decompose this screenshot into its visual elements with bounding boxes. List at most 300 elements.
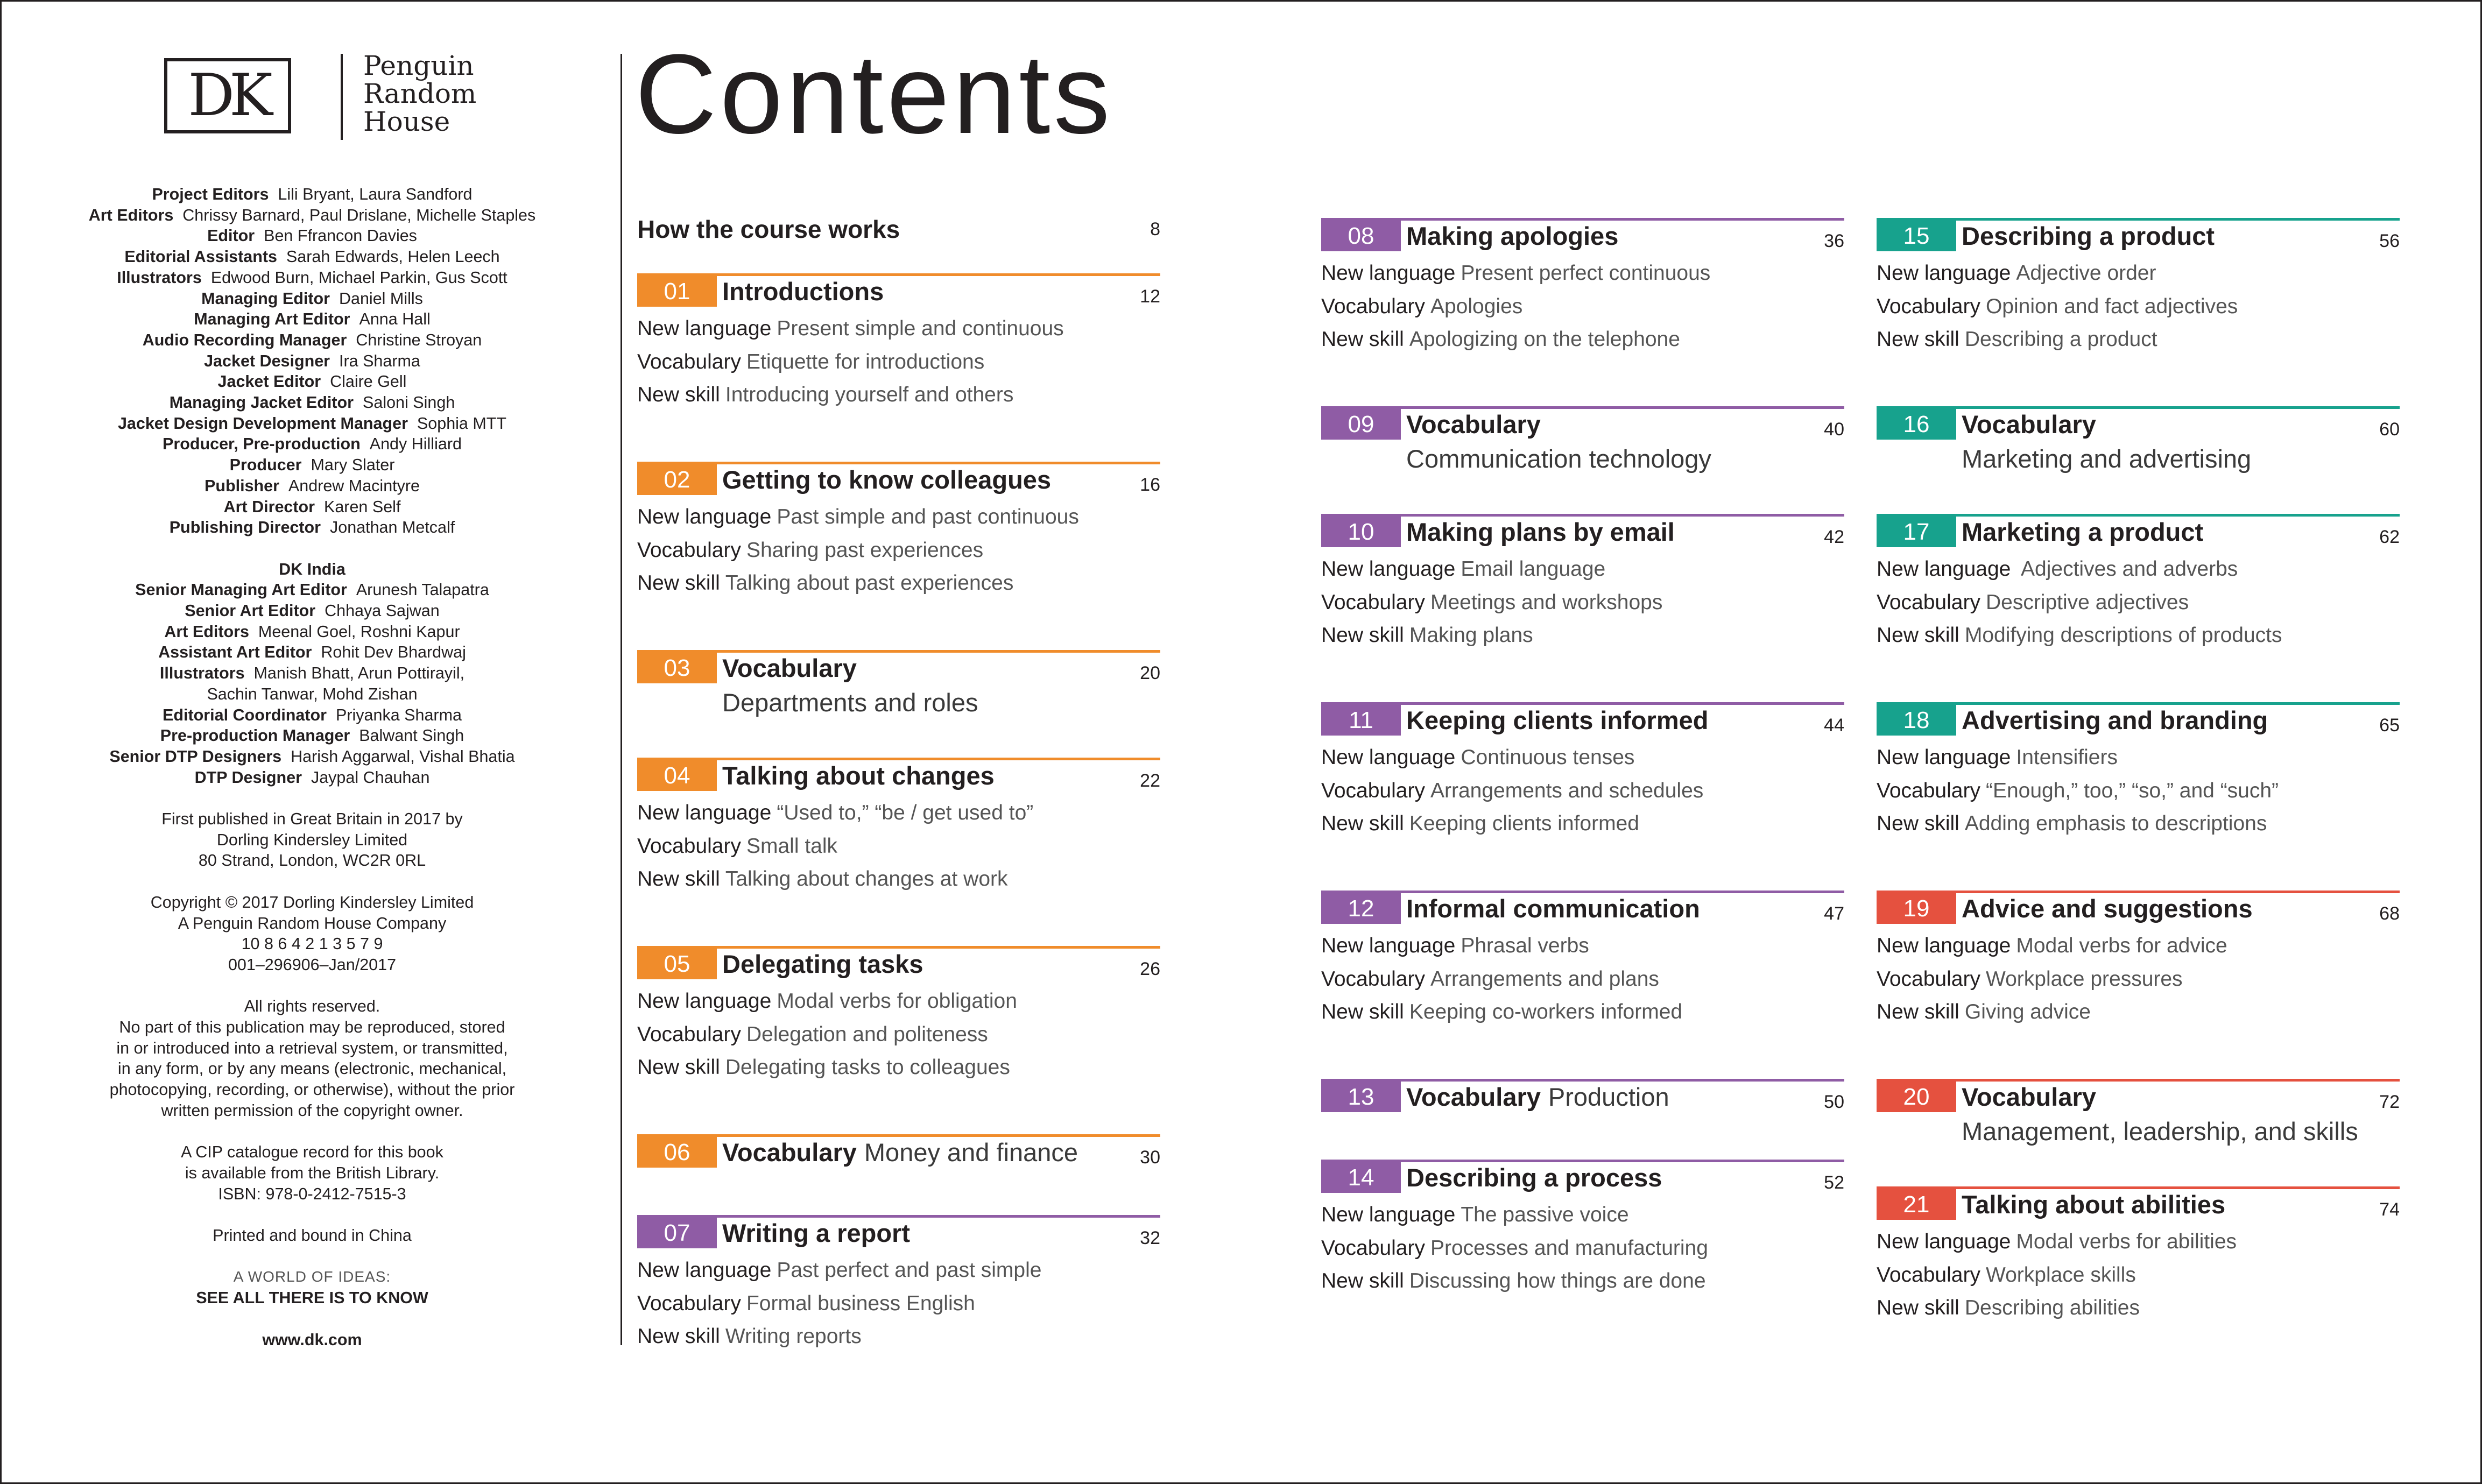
- topic-line: [1877, 1259, 2400, 1292]
- credit-name: Claire Gell: [330, 372, 407, 391]
- unit-topics: [1877, 741, 2400, 840]
- unit-topics: [1877, 929, 2400, 1029]
- topic-line: [637, 1287, 1160, 1320]
- topic-line: [1877, 290, 2400, 323]
- credit-line: [75, 767, 549, 788]
- credit-name: Ira Sharma: [339, 351, 420, 370]
- unit-number-badge: 20: [1877, 1082, 1956, 1112]
- unit-heading: [1406, 1079, 1669, 1115]
- page-number: 47: [1824, 903, 1844, 924]
- credit-name: Rohit Dev Bhardwaj: [321, 643, 466, 662]
- topic-value: Adding emphasis to descriptions: [1964, 812, 2267, 835]
- topic-label: Vocabulary: [637, 1291, 741, 1315]
- credit-line: [75, 476, 549, 497]
- topic-label: New language: [1877, 1230, 2011, 1253]
- topic-label: New language: [1877, 557, 2011, 581]
- topic-line: [1877, 774, 2400, 808]
- unit-heading: [722, 273, 884, 310]
- unit-number-badge: 02: [637, 464, 717, 495]
- topic-label: Vocabulary: [1877, 779, 1980, 802]
- unit-heading: [1406, 702, 1708, 739]
- topic-label: Vocabulary: [1321, 779, 1425, 802]
- credit-role: Managing Jacket Editor: [169, 393, 354, 412]
- unit-number-badge: 11: [1321, 705, 1401, 736]
- topic-value: Modal verbs for obligation: [777, 990, 1017, 1013]
- course-works-entry[interactable]: [637, 213, 1160, 245]
- page-number: 16: [1140, 475, 1160, 495]
- rights-line: in any form, or by any means (electronic, mechanical,: [117, 1059, 507, 1078]
- unit-heading: [722, 1215, 910, 1252]
- unit-heading: [1406, 1160, 1662, 1196]
- topic-label: New skill: [637, 1325, 720, 1348]
- credit-role: Assistant Art Editor: [158, 643, 312, 662]
- credit-role: Editorial Assistants: [124, 248, 277, 266]
- publisher-line: Random: [363, 78, 477, 109]
- credit-line: [75, 184, 549, 205]
- imprint-credits: [75, 184, 549, 1350]
- topic-value: Descriptive adjectives: [1985, 590, 2189, 614]
- copyright-info: [75, 892, 549, 976]
- topic-value: Arrangements and schedules: [1430, 779, 1704, 802]
- unit-topics: [1321, 741, 1844, 840]
- topic-value: Keeping co-workers informed: [1409, 1000, 1683, 1023]
- copyright-line: Copyright © 2017 Dorling Kindersley Limited: [150, 893, 474, 911]
- topic-value: Talking about changes at work: [725, 867, 1008, 891]
- topic-label: New skill: [1321, 812, 1404, 835]
- topic-value: Arrangements and plans: [1430, 967, 1659, 991]
- unit-subtitle: Communication technology: [1406, 444, 1711, 473]
- penguin-random-house-wordmark: [363, 52, 476, 136]
- topic-value: Discussing how things are done: [1409, 1269, 1706, 1292]
- unit-heading: [1962, 702, 2268, 739]
- unit-subtitle: Management, leadership, and skills: [1962, 1117, 2358, 1146]
- credit-role: Art Editors: [164, 622, 249, 641]
- topic-value: Opinion and fact adjectives: [1985, 294, 2238, 318]
- topic-label: New language: [1877, 262, 2011, 285]
- unit-title: Delegating tasks: [722, 950, 923, 978]
- credit-name: Daniel Mills: [339, 289, 423, 308]
- copyright-line: A Penguin Random House Company: [178, 914, 447, 932]
- page-title: Contents: [635, 31, 1113, 157]
- topic-line: [1321, 619, 1844, 652]
- credit-role: Senior Art Editor: [185, 602, 316, 620]
- topic-value: Present simple and continuous: [777, 317, 1064, 340]
- topic-value: Introducing yourself and others: [725, 383, 1014, 406]
- credit-role: Jacket Designer: [204, 351, 330, 370]
- topic-line: [637, 1254, 1160, 1287]
- topic-line: [637, 1051, 1160, 1084]
- credit-name: Edwood Burn, Michael Parkin, Gus Scott: [210, 268, 507, 287]
- topic-value: Workplace pressures: [1985, 967, 2183, 991]
- credit-name: Sachin Tanwar, Mohd Zishan: [207, 684, 418, 703]
- credit-line: [75, 497, 549, 518]
- topic-label: Vocabulary: [1877, 294, 1980, 318]
- page-number: 26: [1140, 959, 1160, 979]
- topic-line: [637, 1018, 1160, 1051]
- credit-name: Saloni Singh: [363, 393, 455, 412]
- topic-label: Vocabulary: [1877, 590, 1980, 614]
- page-number: 32: [1140, 1228, 1160, 1248]
- topic-value: Meetings and workshops: [1430, 590, 1663, 614]
- credit-name: Lili Bryant, Laura Sandford: [278, 185, 473, 203]
- unit-topics: [1321, 257, 1844, 356]
- credit-name: Meenal Goel, Roshni Kapur: [258, 622, 460, 641]
- unit-topics: [1321, 553, 1844, 652]
- unit-topics: [1877, 553, 2400, 652]
- page-number: 52: [1824, 1172, 1844, 1193]
- cip-record: [75, 1142, 549, 1204]
- cip-line: is available from the British Library.: [185, 1163, 440, 1182]
- rights-line: written permission of the copyright owner.: [161, 1101, 463, 1120]
- topic-value: Processes and manufacturing: [1430, 1236, 1708, 1260]
- page-number: 12: [1140, 286, 1160, 307]
- topic-value: Past simple and past continuous: [777, 505, 1079, 528]
- unit-topics: [1321, 1198, 1844, 1298]
- topic-line: [1321, 774, 1844, 808]
- topic-line: [1321, 323, 1844, 356]
- unit-number-badge: 03: [637, 653, 717, 683]
- credit-name: Jaypal Chauhan: [311, 768, 430, 787]
- topic-value: Phrasal verbs: [1461, 934, 1589, 957]
- unit-title: Informal communication: [1406, 894, 1700, 923]
- topic-label: New language: [637, 317, 772, 340]
- unit-number-badge: 04: [637, 760, 717, 791]
- topic-line: [1321, 929, 1844, 963]
- credit-name: Andrew Macintyre: [288, 476, 420, 495]
- unit-number-badge: 09: [1321, 409, 1401, 440]
- unit-title: Writing a report: [722, 1219, 911, 1247]
- topic-line: [1321, 807, 1844, 840]
- topic-value: Apologizing on the telephone: [1409, 328, 1680, 351]
- topic-value: Past perfect and past simple: [777, 1259, 1042, 1282]
- topic-line: [1321, 963, 1844, 996]
- topic-value: Adjective order: [2016, 262, 2156, 285]
- course-works-label: How the course works: [637, 215, 900, 243]
- topic-line: [637, 534, 1160, 567]
- unit-topics: [1877, 1225, 2400, 1325]
- credit-name: Priyanka Sharma: [336, 705, 462, 724]
- topic-value: Modal verbs for abilities: [2016, 1230, 2237, 1253]
- topic-value: Email language: [1461, 557, 1606, 581]
- topic-label: New skill: [637, 383, 720, 406]
- topic-line: [1321, 553, 1844, 586]
- topic-value: Writing reports: [725, 1325, 862, 1348]
- unit-title: Vocabulary: [1406, 410, 1541, 439]
- unit-heading: [1406, 218, 1618, 255]
- topic-line: [1321, 1232, 1844, 1265]
- credit-name: Karen Self: [324, 497, 401, 516]
- topic-label: New language: [1321, 557, 1456, 581]
- topic-line: [637, 830, 1160, 863]
- topic-value: Formal business English: [746, 1291, 975, 1315]
- unit-topics: [637, 1254, 1160, 1353]
- unit-heading: [722, 462, 1051, 498]
- topic-label: New skill: [1877, 624, 1959, 647]
- topic-line: [637, 796, 1160, 830]
- topic-label: New skill: [1321, 1000, 1404, 1023]
- topic-value: Giving advice: [1964, 1000, 2091, 1023]
- unit-number-badge: 12: [1321, 893, 1401, 924]
- unit-number-badge: 07: [637, 1218, 717, 1248]
- cip-line: ISBN: 978-0-2412-7515-3: [218, 1184, 406, 1203]
- topic-line: [1877, 619, 2400, 652]
- topic-line: [1877, 929, 2400, 963]
- credit-name: Chhaya Sajwan: [325, 602, 440, 620]
- topic-line: [1877, 741, 2400, 774]
- credit-line: [75, 580, 549, 600]
- page-number: 65: [2379, 715, 2400, 736]
- page-number: 40: [1824, 419, 1844, 440]
- unit-title: Advice and suggestions: [1962, 894, 2253, 923]
- rights-line: All rights reserved.: [244, 997, 380, 1016]
- credit-name: Andy Hilliard: [369, 435, 462, 454]
- unit-subtitle: Marketing and advertising: [1962, 444, 2252, 473]
- credit-line: [75, 725, 549, 746]
- unit-topics: [637, 796, 1160, 896]
- column-divider: [620, 54, 622, 1345]
- topic-label: Vocabulary: [637, 538, 741, 562]
- credit-role: Senior DTP Designers: [109, 747, 282, 766]
- tagline-line1: A WORLD OF IDEAS:: [233, 1268, 391, 1285]
- unit-number-badge: 13: [1321, 1082, 1401, 1112]
- topic-line: [637, 312, 1160, 345]
- credit-role: DTP Designer: [194, 768, 302, 787]
- topic-line: [1321, 995, 1844, 1029]
- topic-label: New language: [637, 1259, 772, 1282]
- credit-line: [75, 246, 549, 267]
- topic-value: “Used to,” “be / get used to”: [777, 801, 1034, 824]
- credit-line: [75, 455, 549, 476]
- topic-label: Vocabulary: [637, 834, 741, 858]
- unit-number-badge: 19: [1877, 893, 1956, 924]
- topic-label: New skill: [1877, 328, 1959, 351]
- copyright-line: 10 8 6 4 2 1 3 5 7 9: [241, 935, 383, 953]
- unit-heading: [1962, 1079, 2096, 1115]
- topic-label: New skill: [1877, 812, 1959, 835]
- page-number: 42: [1824, 527, 1844, 547]
- cip-line: A CIP catalogue record for this book: [181, 1143, 443, 1162]
- topic-label: Vocabulary: [1321, 590, 1425, 614]
- credit-role: Pre-production Manager: [160, 726, 350, 745]
- topic-label: Vocabulary: [637, 1022, 741, 1046]
- credit-name: Mary Slater: [311, 456, 395, 475]
- unit-topics: [637, 500, 1160, 600]
- topic-line: [637, 378, 1160, 412]
- credit-name: Sophia MTT: [417, 414, 507, 433]
- unit-heading: [722, 1134, 1078, 1171]
- unit-title: Vocabulary: [1962, 410, 2096, 439]
- credit-line: [75, 621, 549, 642]
- credit-role: Producer, Pre-production: [163, 435, 361, 454]
- publication-line: Dorling Kindersley Limited: [216, 830, 408, 849]
- credit-name: Balwant Singh: [359, 726, 464, 745]
- topic-value: Delegating tasks to colleagues: [725, 1056, 1010, 1079]
- tagline-line2: SEE ALL THERE IS TO KNOW: [196, 1289, 428, 1308]
- logo-divider: [341, 54, 343, 140]
- unit-heading: [722, 758, 995, 794]
- credit-line: [75, 392, 549, 413]
- topic-line: [637, 863, 1160, 896]
- credits-list: [75, 184, 549, 538]
- unit-title: Keeping clients informed: [1406, 706, 1709, 734]
- page-number: 30: [1140, 1147, 1160, 1168]
- topic-label: New skill: [1877, 1000, 1959, 1023]
- unit-title: Vocabulary: [722, 654, 857, 682]
- topic-value: Modal verbs for advice: [2016, 934, 2227, 957]
- topic-value: Making plans: [1409, 624, 1533, 647]
- topic-value: Continuous tenses: [1461, 746, 1635, 769]
- unit-number-badge: 17: [1877, 517, 1956, 547]
- unit-heading: [722, 650, 857, 687]
- topic-label: New language: [637, 505, 772, 528]
- unit-heading: [1962, 891, 2253, 927]
- unit-number-badge: 06: [637, 1137, 717, 1168]
- topic-line: [637, 345, 1160, 379]
- topic-label: New language: [637, 801, 772, 824]
- credit-name: Jonathan Metcalf: [329, 518, 455, 537]
- unit-number-badge: 18: [1877, 705, 1956, 736]
- unit-title: Describing a product: [1962, 222, 2215, 250]
- page-number: 62: [2379, 527, 2400, 547]
- topic-label: New skill: [637, 867, 720, 891]
- unit-heading: [1962, 406, 2096, 443]
- unit-heading: [1406, 406, 1541, 443]
- topic-label: Vocabulary: [1877, 967, 1980, 991]
- unit-title: Making plans by email: [1406, 518, 1675, 546]
- topic-value: Describing a product: [1964, 328, 2157, 351]
- printed-note: Printed and bound in China: [213, 1226, 412, 1245]
- unit-number-badge: 08: [1321, 221, 1401, 251]
- topic-value: The passive voice: [1461, 1203, 1629, 1226]
- credit-line: [75, 642, 549, 663]
- unit-title: Talking about abilities: [1962, 1190, 2226, 1219]
- credit-role: Art Director: [223, 497, 315, 516]
- credit-role: Audio Recording Manager: [142, 330, 347, 349]
- unit-number-badge: 16: [1877, 409, 1956, 440]
- unit-heading: [1406, 514, 1675, 550]
- page-number: 56: [2379, 231, 2400, 251]
- credit-role: Jacket Editor: [217, 372, 321, 391]
- topic-label: New skill: [637, 571, 720, 595]
- topic-label: Vocabulary: [1321, 1236, 1425, 1260]
- topic-line: [637, 985, 1160, 1018]
- credit-role: Editor: [207, 227, 255, 245]
- topic-value: Sharing past experiences: [746, 538, 984, 562]
- topic-line: [1877, 1225, 2400, 1259]
- topic-value: Modifying descriptions of products: [1964, 624, 2282, 647]
- credit-line: [75, 371, 549, 392]
- topic-label: New language: [1321, 934, 1456, 957]
- credit-line: [75, 434, 549, 455]
- credit-line: [75, 746, 549, 767]
- unit-title: Advertising and branding: [1962, 706, 2268, 734]
- topic-label: New language: [1321, 262, 1456, 285]
- credit-line: [75, 663, 549, 684]
- credit-name: Chrissy Barnard, Paul Drislane, Michelle Staples: [182, 206, 536, 224]
- topic-line: [1877, 995, 2400, 1029]
- rights-line: in or introduced into a retrieval system, or transmitted,: [116, 1038, 508, 1057]
- topic-value: Keeping clients informed: [1409, 812, 1639, 835]
- page-number: 50: [1824, 1092, 1844, 1112]
- credit-name: Christine Stroyan: [356, 330, 482, 349]
- credit-role: Publisher: [204, 476, 279, 495]
- credit-name: Sarah Edwards, Helen Leech: [286, 248, 500, 266]
- topic-value: Small talk: [746, 834, 838, 858]
- credit-role: Jacket Design Development Manager: [117, 414, 408, 433]
- unit-heading: [1406, 891, 1700, 927]
- unit-topics: [637, 985, 1160, 1084]
- page-number: 74: [2379, 1199, 2400, 1220]
- unit-topics: [637, 312, 1160, 412]
- credit-line: [75, 600, 549, 621]
- credit-role: Managing Editor: [201, 289, 330, 308]
- credit-line: [75, 225, 549, 246]
- unit-heading: [1962, 514, 2203, 550]
- topic-label: New skill: [637, 1056, 720, 1079]
- topic-label: Vocabulary: [1877, 1263, 1980, 1287]
- topic-label: Vocabulary: [1321, 294, 1425, 318]
- credit-role: Managing Art Editor: [194, 310, 350, 329]
- topic-value: Intensifiers: [2016, 746, 2118, 769]
- publication-line: First published in Great Britain in 2017 by: [161, 810, 463, 829]
- rights-line: No part of this publication may be reproduced, stored: [119, 1018, 505, 1037]
- copyright-line: 001–296906–Jan/2017: [228, 955, 397, 974]
- page-number: 22: [1140, 771, 1160, 791]
- credit-role: Illustrators: [159, 664, 245, 683]
- unit-title: Marketing a product: [1962, 518, 2204, 546]
- unit-number-badge: 05: [637, 949, 717, 979]
- topic-line: [1877, 963, 2400, 996]
- website-link[interactable]: www.dk.com: [262, 1330, 362, 1349]
- unit-heading: [1962, 218, 2215, 255]
- topic-value: Etiquette for introductions: [746, 350, 985, 373]
- credit-role: Illustrators: [117, 268, 202, 287]
- unit-subtitle: Production: [1548, 1083, 1669, 1111]
- unit-number-badge: 21: [1877, 1189, 1956, 1220]
- dk-india-credits: [75, 580, 549, 788]
- credit-line: [75, 330, 549, 351]
- unit-title: Getting to know colleagues: [722, 465, 1052, 494]
- page-number: 72: [2379, 1092, 2400, 1112]
- credit-role: Senior Managing Art Editor: [135, 581, 347, 599]
- topic-label: Vocabulary: [1321, 967, 1425, 991]
- unit-number-badge: 14: [1321, 1162, 1401, 1193]
- unit-heading: [1962, 1186, 2225, 1223]
- credit-line: [75, 309, 549, 330]
- topic-label: New language: [1321, 746, 1456, 769]
- page-number: 60: [2379, 419, 2400, 440]
- credit-name: Ben Ffrancon Davies: [264, 227, 417, 245]
- unit-topics: [1877, 257, 2400, 356]
- topic-value: “Enough,” too,” “so,” and “such”: [1985, 779, 2279, 802]
- topic-value: Adjectives and adverbs: [2016, 557, 2238, 581]
- topic-line: [1321, 586, 1844, 619]
- credit-name: Anna Hall: [359, 310, 431, 329]
- publisher-line: House: [363, 106, 450, 137]
- credit-role: Art Editors: [88, 206, 174, 224]
- topic-label: New language: [1877, 746, 2011, 769]
- unit-title: Vocabulary: [722, 1138, 857, 1167]
- topic-line: [1321, 741, 1844, 774]
- rights-notice: [75, 996, 549, 1121]
- unit-subtitle: Departments and roles: [722, 688, 978, 717]
- topic-value: Describing abilities: [1964, 1296, 2140, 1319]
- unit-subtitle: Money and finance: [864, 1138, 1078, 1167]
- dk-logo-letters: DK: [188, 62, 267, 129]
- topic-line: [637, 1320, 1160, 1353]
- topic-value: Apologies: [1430, 294, 1523, 318]
- page-number: 20: [1140, 663, 1160, 683]
